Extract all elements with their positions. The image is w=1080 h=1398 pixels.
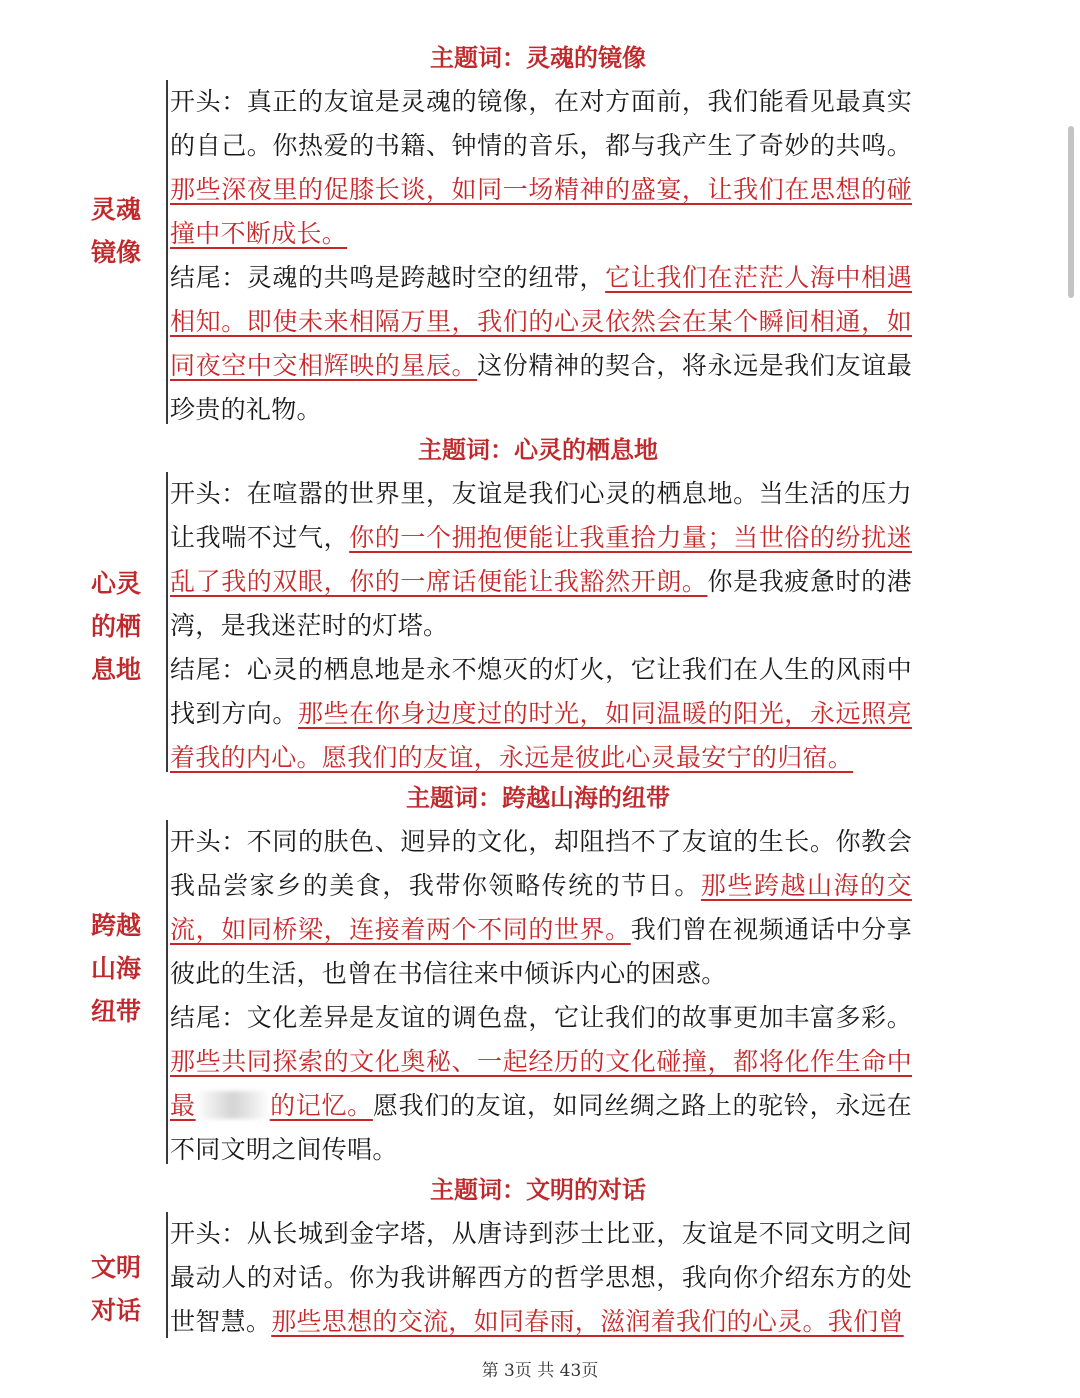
side-label: 心灵 的栖 息地 (90, 569, 141, 684)
section-content (166, 80, 912, 424)
side-label: 灵魂 镜像 (90, 195, 141, 267)
highlight-text: 那些共同探索的文化奥秘、一起经历的文化碰撞，都将化作生命中最 (170, 1047, 912, 1120)
opening-paragraph: 开头：不同的肤色、迥异的文化，却阻挡不了友谊的生长。你教会我品尝家乡的美食，我带你领略传统的节日。那些跨越山海的交流，如同桥梁，连接着两个不同的世界。我们曾在视频通话中分享彼此的生活，也曾在书信往来中倾诉内心的困惑。 (170, 827, 912, 988)
opening-paragraph: 开头：从长城到金字塔，从唐诗到莎士比亚，友谊是不同文明之间最动人的对话。你为我讲解西方的哲学思想，我向你介绍东方的处世智慧。那些思想的交流，如同春雨，滋润着我们的心灵。我们曾 (170, 1219, 912, 1336)
scrollbar[interactable] (1068, 126, 1074, 298)
highlight-text: 那些在你身边度过的时光，如同温暖的阳光，永远照亮着我的内心。愿我们的友谊，永远是彼此心灵最安宁的归宿。 (170, 699, 912, 772)
blurred-redaction (196, 1091, 270, 1119)
section-content (166, 472, 912, 772)
opening-paragraph: 开头：在喧嚣的世界里，友谊是我们心灵的栖息地。当生活的压力让我喘不过气，你的一个拥抱便能让我重拾力量；当世俗的纷扰迷乱了我的双眼，你的一席话便能让我豁然开朗。你是我疲惫时的港湾，是我迷茫时的灯塔。 (170, 479, 912, 640)
section-title: 主题词：心灵的栖息地 (418, 436, 658, 464)
highlight-text: 那些思想的交流，如同春雨，滋润着我们的心灵。我们曾 (271, 1307, 904, 1336)
page-footer: 第 3页 共 43页 (481, 1361, 599, 1381)
side-label: 文明 对话 (90, 1253, 141, 1325)
opening-paragraph: 开头：真正的友谊是灵魂的镜像，在对方面前，我们能看见最真实的自己。你热爱的书籍、钟情的音乐，都与我产生了奇妙的共鸣。那些深夜里的促膝长谈，如同一场精神的盛宴，让我们在思想的碰撞中不断成长。 (170, 87, 912, 248)
section-content (166, 820, 912, 1164)
ending-paragraph: 结尾：灵魂的共鸣是跨越时空的纽带，它让我们在茫茫人海中相遇相知。即使未来相隔万里，我们的心灵依然会在某个瞬间相通，如同夜空中交相辉映的星辰。这份精神的契合，将永远是我们友谊最珍贵的礼物。 (170, 263, 912, 424)
highlight-text: 那些深夜里的促膝长谈，如同一场精神的盛宴，让我们在思想的碰撞中不断成长。 (170, 175, 912, 248)
ending-paragraph: 结尾：文化差异是友谊的调色盘，它让我们的故事更加丰富多彩。那些共同探索的文化奥秘、一起经历的文化碰撞，都将化作生命中最 的记忆。愿我们的友谊，如同丝绸之路上的驼铃，永远在不同文明之间传唱。 (170, 1003, 913, 1164)
ending-paragraph: 结尾：心灵的栖息地是永不熄灭的灯火，它让我们在人生的风雨中找到方向。那些在你身边度过的时光，如同温暖的阳光，永远照亮着我的内心。愿我们的友谊，永远是彼此心灵最安宁的归宿。 (170, 655, 912, 772)
side-label: 跨越 山海 纽带 (90, 911, 141, 1026)
section-title: 主题词：文明的对话 (430, 1176, 646, 1204)
section-title: 主题词：跨越山海的纽带 (406, 784, 670, 812)
highlight-text: 那些跨越山海的交流，如同桥梁，连接着两个不同的世界。 (170, 871, 912, 944)
section-title: 主题词：灵魂的镜像 (430, 44, 646, 72)
highlight-text: 你的一个拥抱便能让我重拾力量；当世俗的纷扰迷乱了我的双眼，你的一席话便能让我豁然开朗。 (170, 523, 912, 596)
highlight-text: 它让我们在茫茫人海中相遇相知。即使未来相隔万里，我们的心灵依然会在某个瞬间相通，如同夜空中交相辉映的星辰。 (170, 263, 912, 380)
section-content (166, 1212, 912, 1338)
highlight-text: 的记忆。 (269, 1091, 373, 1120)
